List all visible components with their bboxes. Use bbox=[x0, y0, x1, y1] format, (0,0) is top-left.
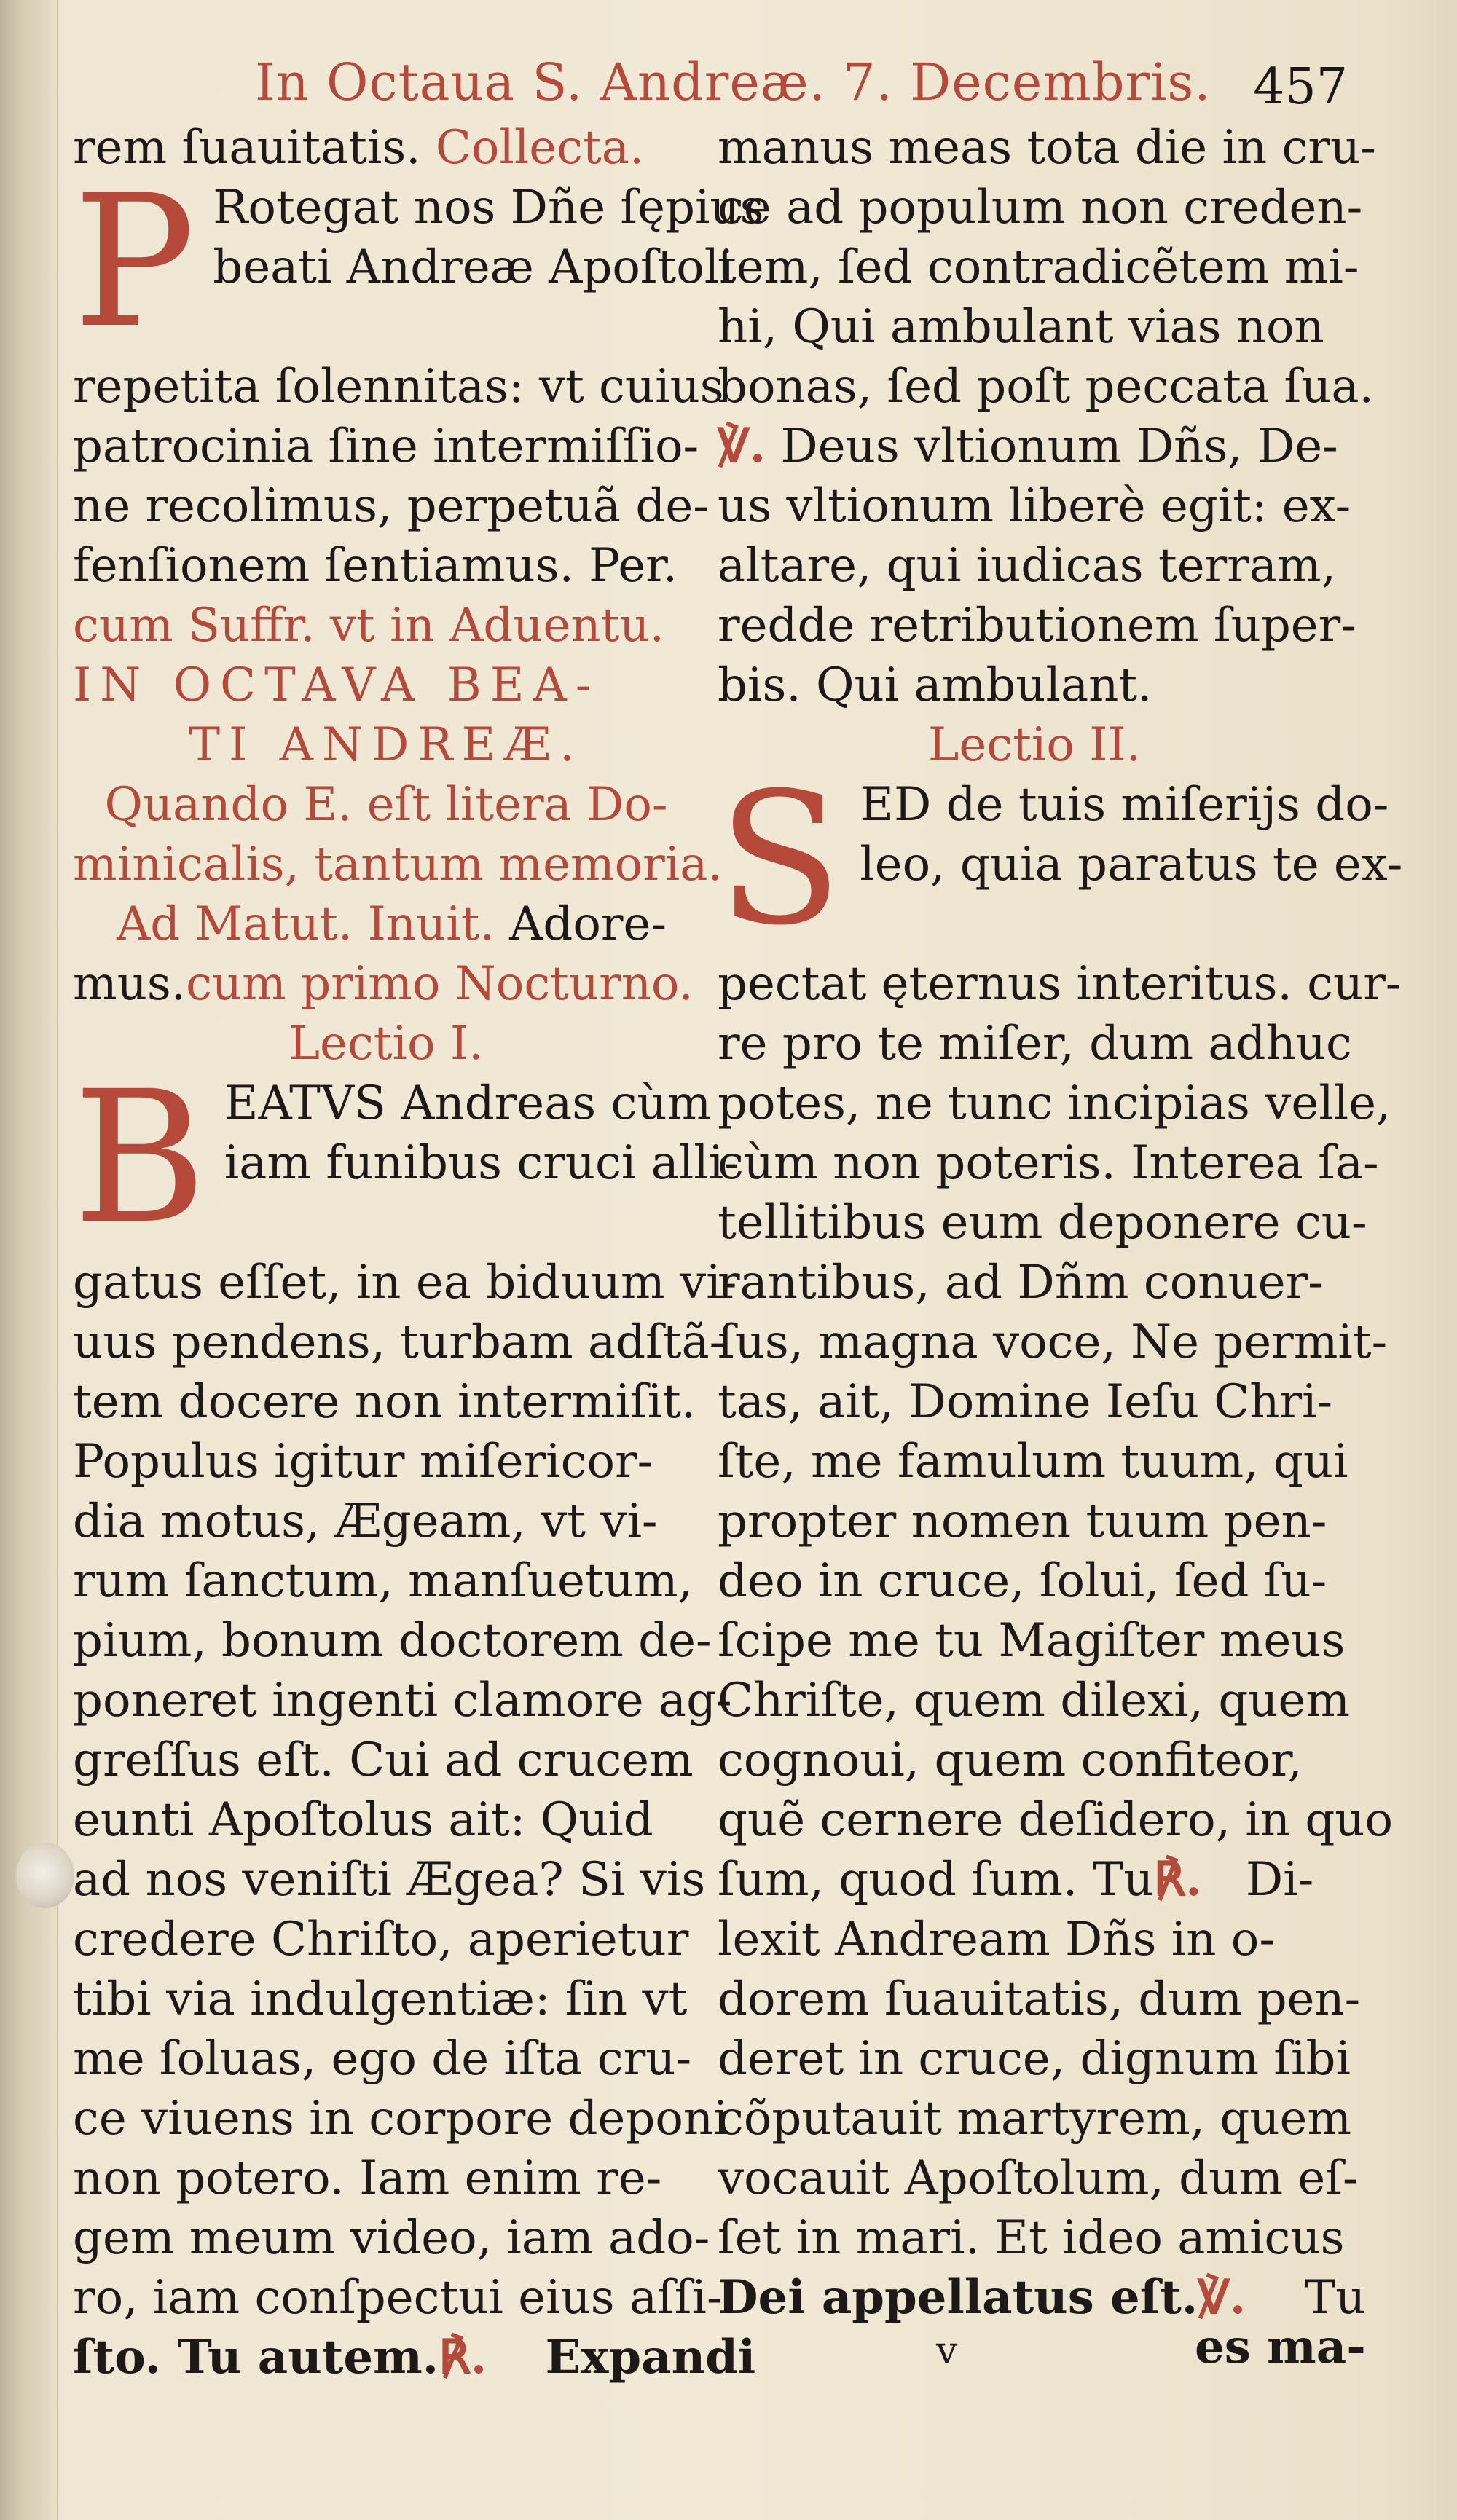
text-line: me ſoluas, ego de iſta cru- bbox=[73, 2032, 692, 2086]
text-line: re pro te miſer, dum adhuc bbox=[718, 1017, 1352, 1071]
matins-line: mus.cum primo Nocturno. bbox=[73, 957, 694, 1011]
text-line: repetita ſolennitas: vt cuius bbox=[73, 360, 724, 414]
lectio-heading: Lectio II. bbox=[927, 718, 1142, 772]
rubric-line: cum Suffr. vt in Aduentu. bbox=[73, 599, 664, 653]
text-line: ſte, me famulum tuum, qui bbox=[718, 1435, 1348, 1489]
octave-heading: IN OCTAVA BEA- bbox=[73, 658, 600, 712]
lectio-heading: Lectio I. bbox=[288, 1017, 484, 1071]
text-line: fenſionem ſentiamus. Per. bbox=[73, 539, 678, 593]
text-line: vocauit Apoſtolum, dum eſ- bbox=[718, 2151, 1359, 2205]
text-line: bonas, ſed poſt peccata ſua. bbox=[718, 360, 1374, 414]
text-line: tellitibus eum deponere cu- bbox=[718, 1196, 1367, 1250]
text-line: Chriſte, quem dilexi, quem bbox=[718, 1674, 1351, 1728]
collect-heading: Collecta. bbox=[435, 121, 645, 175]
signature-mark: v bbox=[936, 2329, 958, 2373]
text-line: ce viuens in corpore deponi bbox=[73, 2092, 728, 2146]
text-line: iam funibus cruci alli- bbox=[224, 1136, 739, 1190]
versicle-mark: ℣. bbox=[1198, 2270, 1246, 2325]
paper-hole bbox=[16, 1843, 74, 1908]
text-line: ℣. Deus vltionum Dñs, De- bbox=[718, 419, 1338, 473]
text-line: ED de tuis miſerijs do- bbox=[860, 778, 1389, 832]
text-line: tem docere non intermiſit. bbox=[73, 1375, 696, 1429]
rubric-line: minicalis, tantum memoria. bbox=[73, 838, 723, 891]
text-line: ſet in mari. Et ideo amicus bbox=[718, 2211, 1345, 2265]
running-header bbox=[255, 52, 1391, 118]
text-line: tibi via indulgentiæ: ſin vt bbox=[73, 1972, 688, 2026]
text-line: manus meas tota die in cru- bbox=[718, 121, 1376, 175]
catchword: es ma- bbox=[1195, 2320, 1366, 2374]
text-line: ad nos veniſti Ægea? Si vis bbox=[73, 1853, 706, 1907]
text-line: EATVS Andreas cùm bbox=[224, 1076, 712, 1130]
octave-heading: TI ANDREÆ. bbox=[189, 718, 584, 772]
text-line: ſus, magna voce, Ne permit- bbox=[718, 1315, 1388, 1369]
text-line: dia motus, Ægeam, vt vi- bbox=[73, 1495, 658, 1548]
text-line: leo, quia paratus te ex- bbox=[860, 838, 1403, 891]
text-line: ſcipe me tu Magiſter meus bbox=[718, 1614, 1346, 1668]
text-line: cùm non poteris. Interea ſa- bbox=[718, 1136, 1379, 1190]
text-line: ſum, quod ſum. Tu℟. Di- bbox=[718, 1852, 1314, 1907]
text-line: gem meum video, iam ado- bbox=[73, 2211, 710, 2265]
responsory-mark: ℟. bbox=[439, 2330, 487, 2385]
text-line: ce ad populum non creden- bbox=[718, 181, 1363, 235]
text-line: pium, bonum doctorem de- bbox=[73, 1614, 712, 1668]
text-line: tas, ait, Domine Ieſu Chri- bbox=[718, 1375, 1333, 1429]
text-line: Dei appellatus eſt.℣. Tu bbox=[718, 2270, 1366, 2325]
text-line: redde retributionem ſuper- bbox=[718, 599, 1356, 653]
page-gutter bbox=[0, 0, 58, 2520]
text-line: hi, Qui ambulant vias non bbox=[718, 300, 1324, 354]
text-line: eunti Apoſtolus ait: Quid bbox=[73, 1793, 653, 1847]
collect-block bbox=[73, 156, 764, 368]
text-line: ne recolimus, perpetuã de- bbox=[73, 479, 709, 533]
page-number: 457 bbox=[1253, 58, 1348, 116]
text-line: cognoui, quem confiteor, bbox=[718, 1733, 1303, 1787]
text-line: deo in cruce, ſolui, ſed ſu- bbox=[718, 1554, 1327, 1608]
drop-cap-p: P bbox=[73, 156, 196, 368]
text-line: cõputauit martyrem, quem bbox=[718, 2092, 1352, 2146]
text-line: us vltionum liberè egit: ex- bbox=[718, 479, 1351, 533]
text-line: deret in cruce, dignum ſibi bbox=[718, 2032, 1351, 2086]
text-line: patrocinia ſine intermiſſio- bbox=[73, 420, 699, 473]
text-line: rum ſanctum, manſuetum, bbox=[73, 1554, 693, 1608]
responsory-mark: ℟. bbox=[1153, 1852, 1202, 1907]
running-title: In Octaua S. Andreæ. 7. Decembris. bbox=[255, 52, 1211, 112]
text-line: credere Chriſto, aperietur bbox=[73, 1913, 689, 1966]
text-line: Rotegat nos Dñe ſępius bbox=[213, 181, 764, 235]
text-line: gatus eſſet, in ea biduum vi- bbox=[73, 1256, 737, 1310]
text-line: uus pendens, turbam adſtã- bbox=[73, 1315, 726, 1369]
text-line: altare, qui iudicas terram, bbox=[718, 539, 1336, 593]
lectio2-block bbox=[718, 753, 1403, 965]
drop-cap-b: B bbox=[73, 1052, 207, 1264]
matins-line: Ad Matut. Inuit. Adore- bbox=[117, 897, 667, 951]
text-line: pectat ęternus interitus. cur- bbox=[718, 957, 1402, 1011]
rubric-line: Quando E. eſt litera Do- bbox=[104, 778, 668, 832]
text-line: Populus igitur miſericor- bbox=[73, 1435, 653, 1489]
left-column bbox=[73, 118, 764, 2387]
text-line: dorem ſuauitatis, dum pen- bbox=[718, 1972, 1361, 2026]
text-line: potes, ne tunc incipias velle, bbox=[718, 1076, 1391, 1130]
right-column bbox=[718, 118, 1403, 2328]
text-line: beati Andreæ Apoſtoli bbox=[213, 240, 734, 294]
text-line: ſto. Tu autem.℟. Expandi bbox=[73, 2330, 756, 2385]
lectio-block bbox=[73, 1052, 739, 1264]
text-line: bis. Qui ambulant. bbox=[718, 658, 1152, 712]
text-line: lexit Andream Dñs in o- bbox=[718, 1913, 1275, 1966]
text-line: ro, iam conſpectui eius aſſi- bbox=[73, 2271, 723, 2325]
text-line: greſſus eſt. Cui ad crucem bbox=[73, 1733, 694, 1787]
text-line: tem, ſed contradicẽtem mi- bbox=[718, 240, 1359, 294]
text-line: rantibus, ad Dñm conuer- bbox=[718, 1256, 1324, 1310]
text-line: rem ſuauitatis. Collecta. bbox=[73, 121, 645, 175]
drop-cap-s: S bbox=[718, 753, 843, 965]
text-line: quẽ cernere deſidero, in quo bbox=[718, 1793, 1394, 1847]
text-line: poneret ingenti clamore ag- bbox=[73, 1674, 732, 1728]
versicle-mark: ℣. bbox=[718, 419, 766, 473]
text-line: non potero. Iam enim re- bbox=[73, 2151, 662, 2205]
text-line: propter nomen tuum pen- bbox=[718, 1495, 1327, 1548]
